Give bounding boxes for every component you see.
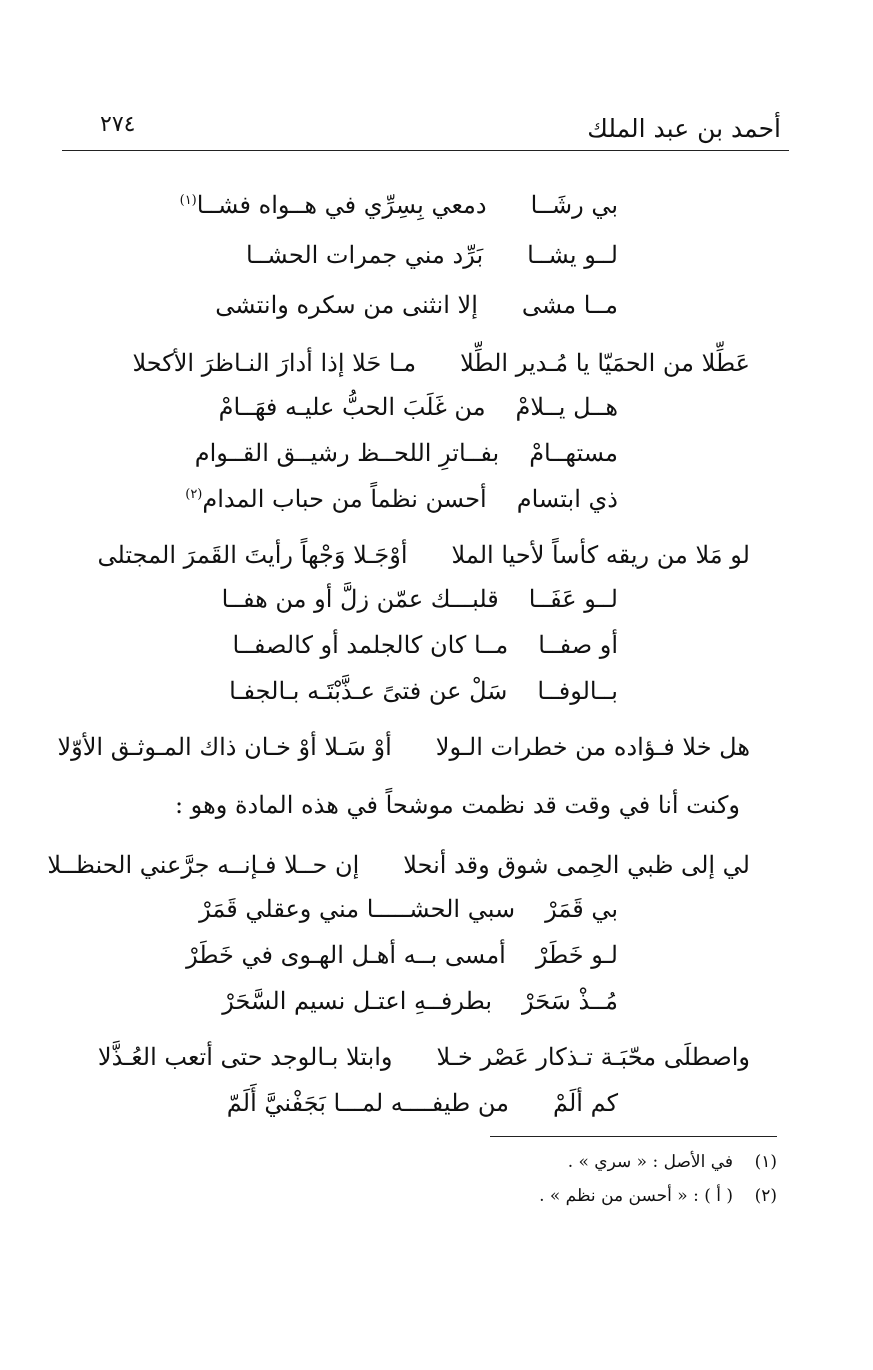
page-number: ٢٧٤ <box>100 112 136 137</box>
verse-hemistich-a: بي رشَــا <box>530 191 618 219</box>
verse-line <box>180 190 618 220</box>
verse-line <box>199 894 618 924</box>
footnote-text: في الأصل : « سري » . <box>567 1152 733 1172</box>
verse-line <box>227 1088 618 1118</box>
verse-line-long <box>132 348 750 378</box>
running-header-title: أحمد بن عبد الملك <box>587 114 781 143</box>
verse-line-long <box>57 732 750 762</box>
verse-line <box>233 630 619 660</box>
verse-hemistich-a: كم ألَمْ <box>553 1089 618 1117</box>
verse-hemistich-b: بفــاترِ اللحــظ رشيــق القــوام <box>194 439 500 467</box>
verse-line-long <box>47 850 750 880</box>
verse-hemistich-b: مــا كان كالجلمد أو كالصفــا <box>232 631 509 659</box>
verse-hemistich-a: لــو عَفَــا <box>528 585 618 613</box>
verse-line <box>195 438 618 468</box>
verse-line-long <box>98 1042 750 1072</box>
verse-hemistich-a: عَطِّلا من الحمَيّا يا مُـدير الطِّلا <box>460 349 750 377</box>
verse-hemistich-b: سَلْ عن فتىً عـذَّبْتَـه بـالجفـا <box>229 677 508 705</box>
verse-line <box>229 676 618 706</box>
verse-hemistich-b: أحسن نظماً من حباب المدام <box>202 485 487 513</box>
verse-hemistich-a: بــالوفــا <box>537 677 618 705</box>
verse-hemistich-b: أمسى بــه أهـل الهـوى في خَطَرْ <box>186 941 506 969</box>
footnote-item <box>568 1152 777 1172</box>
verse-hemistich-a: مستهــامْ <box>529 439 618 467</box>
verse-hemistich-b: إن حــلا فـإنــه جرَّعني الحنظــلا <box>47 851 360 879</box>
verse-hemistich-b: بطرفــهِ اعتـل نسيم السَّحَرْ <box>222 987 492 1015</box>
footnote-ref: (١) <box>179 193 197 208</box>
footnote-number: (٢) <box>754 1186 777 1206</box>
verse-hemistich-a: مــا مشى <box>521 291 618 319</box>
verse-hemistich-a: مُــذْ سَحَرْ <box>522 987 618 1015</box>
verse-hemistich-a: هــل يــلامْ <box>515 393 618 421</box>
verse-hemistich-a: بي قَمَرْ <box>545 895 618 923</box>
prose-line: وكنت أنا في وقت قد نظمت موشحاً في هذه المادة وهو : <box>174 791 740 819</box>
verse-line <box>222 584 618 614</box>
verse-hemistich-b: من غَلَبَ الحبُّ عليـه فهَــامْ <box>218 393 486 421</box>
verse-line <box>186 940 618 970</box>
verse-hemistich-a: لي إلى ظبي الحِمى شوق وقد أنحلا <box>403 851 750 879</box>
header-divider <box>62 150 789 151</box>
verse-hemistich-a: لـو خَطَرْ <box>535 941 618 969</box>
footnote-ref: (٢) <box>185 487 203 502</box>
verse-hemistich-b: قلبـــك عمّن زلَّ أو من هفــا <box>221 585 499 613</box>
verse-line <box>222 986 618 1016</box>
verse-hemistich-a: لو مَلا من ريقه كأساً لأحيا الملا <box>451 541 750 569</box>
verse-hemistich-b: وابتلا بـالوجد حتى أتعب العُـذَّلا <box>97 1043 393 1071</box>
footnote-item <box>539 1186 777 1206</box>
verse-line <box>215 290 618 320</box>
verse-hemistich-b: من طيفــــه لمـــا بَجَفْنيَّ أَلَمّ <box>226 1089 510 1117</box>
verse-hemistich-b: إلا انثنى من سكره وانتشى <box>215 291 478 319</box>
verse-hemistich-a: لــو يشــا <box>527 241 618 269</box>
verse-hemistich-a: ذي ابتسام <box>516 485 618 513</box>
verse-hemistich-b: مـا حَلا إذا أدارَ النـاظرَ الأكحلا <box>132 349 417 377</box>
verse-hemistich-a: هل خلا فـؤاده من خطرات الـولا <box>435 733 750 761</box>
verse-line-long <box>97 540 750 570</box>
verse-hemistich-a: واصطلَى محّبَـة تـذكار عَصْر خـلا <box>436 1043 750 1071</box>
footnote-number: (١) <box>754 1152 777 1172</box>
verse-hemistich-b: أوْ سَـلا أوْ خـان ذاك المـوثـق الأوّلا <box>57 733 392 761</box>
verse-hemistich-b: سبي الحشـــــا مني وعقلي قَمَرْ <box>199 895 516 923</box>
verse-hemistich-b: دمعي بِسِرِّي في هــواه فشــا <box>196 191 487 219</box>
verse-hemistich-b: بَرِّد مني جمرات الحشــا <box>246 241 484 269</box>
verse-hemistich-a: أو صفــا <box>538 631 618 659</box>
footnote-text: ( أ ) : « أحسن من نظم » . <box>539 1186 733 1206</box>
verse-line <box>219 392 618 422</box>
verse-line <box>185 484 618 514</box>
verse-hemistich-b: أوْجَـلا وَجْهاً رأيتَ القَمرَ المجتلى <box>97 541 408 569</box>
footnote-divider <box>490 1136 777 1137</box>
verse-line <box>246 240 618 270</box>
